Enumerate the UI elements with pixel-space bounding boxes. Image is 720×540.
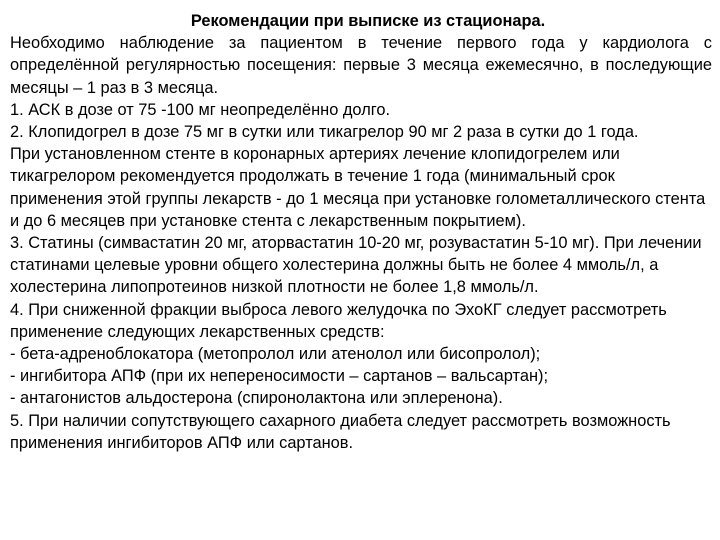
- recommendation-statins: 3. Статины (симвастатин 20 мг, аторвастатин 10-20 мг, розувастатин 5-10 мг). При лечении статинами целевые уровни общего холестерина должны быть не более 4 ммоль/л, а холестерина липопротеинов низкой плотности не более 1,8 ммоль/л.: [10, 234, 702, 297]
- recommendation-diabetes: 5. При наличии сопутствующего сахарного диабета следует рассмотреть возможность применения ингибиторов АПФ или сартанов.: [10, 411, 671, 452]
- list-item-beta-blockers: - бета-адреноблокатора (метопролол или атенолол или бисопролол);: [10, 345, 541, 364]
- intro-paragraph: Необходимо наблюдение за пациентом в течение первого года у кардиолога с определённой регулярностью посещения: первые 3 месяца ежемесячно, в последующие месяцы – 1 раз в 3 месяца.: [10, 34, 712, 97]
- recommendation-clopidogrel: 2. Клопидогрел в дозе 75 мг в сутки или тикагрелор 90 мг 2 раза в сутки до 1 года.: [10, 123, 639, 142]
- document-title: Рекомендации при выписке из стационара.: [190, 12, 546, 30]
- list-item-ace-inhibitors: - ингибитора АПФ (при их непереносимости – сартанов – вальсартан);: [10, 367, 549, 386]
- recommendation-stent-note: При установленном стенте в коронарных артериях лечение клопидогрелем или тикагрелором рекомендуется продолжать в течение 1 года (минимальный срок применения этой группы лекарств - до 1 месяца при установке голометаллического стента и до 6 месяцев при установке стента с лекарственным покрытием).: [10, 145, 706, 230]
- recommendation-aspirin: 1. АСК в дозе от 75 -100 мг неопределённо долго.: [10, 100, 391, 119]
- list-item-aldosterone-antagonists: - антагонистов альдостерона (спиронолактона или эплеренона).: [10, 389, 503, 408]
- recommendation-heart-failure: 4. При сниженной фракции выброса левого желудочка по ЭхоКГ следует рассмотреть применение следующих лекарственных средств:: [10, 300, 667, 341]
